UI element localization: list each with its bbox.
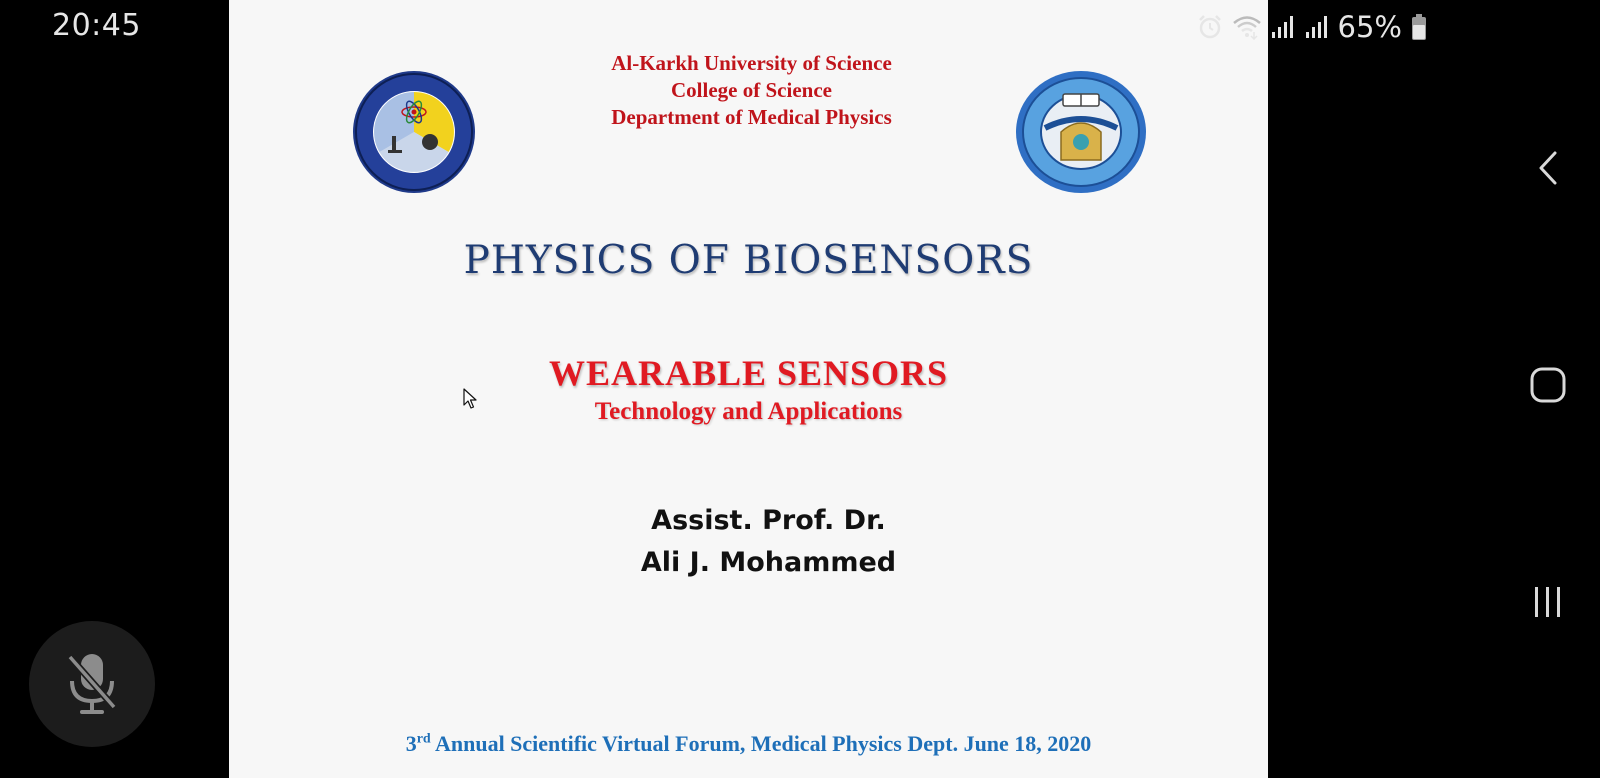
back-icon: [1536, 150, 1560, 186]
back-button[interactable]: [1528, 148, 1568, 188]
status-icons: [1196, 8, 1428, 46]
author-name: Ali J. Mohammed: [640, 547, 897, 578]
slide-footer: [229, 731, 1268, 757]
mic-mute-button[interactable]: [29, 621, 155, 747]
header-university: Al-Karkh University of Science: [611, 51, 892, 75]
signal-icon: [1270, 14, 1296, 40]
slide-title: PHYSICS OF BIOSENSORS: [463, 238, 1034, 283]
status-time: 20:45: [52, 8, 141, 43]
slide-subtitle: WEARABLE SENSORS: [548, 353, 949, 393]
home-icon: [1529, 366, 1567, 404]
battery-icon: [1410, 13, 1428, 41]
wifi-icon: [1232, 14, 1262, 40]
header-department: Department of Medical Physics: [611, 105, 892, 129]
college-of-science-logo: [352, 70, 476, 199]
presentation-slide: [229, 0, 1268, 778]
recents-icon: [1531, 585, 1565, 619]
mic-off-icon: [64, 651, 120, 717]
slide-subtitle-secondary: Technology and Applications: [594, 398, 903, 425]
slide-author: [249, 500, 1268, 584]
signal-icon: [1304, 14, 1330, 40]
mouse-pointer-icon: [463, 388, 479, 415]
university-logo: [1015, 70, 1147, 199]
footer-ordinal-suffix: rd: [416, 731, 431, 747]
footer-ordinal: 3: [405, 731, 417, 756]
home-button[interactable]: [1528, 365, 1568, 405]
footer-text: Annual Scientific Virtual Forum, Medical Physics Dept. June 18, 2020: [430, 731, 1092, 756]
recents-button[interactable]: [1528, 582, 1568, 622]
header-college: College of Science: [671, 78, 832, 102]
battery-percent: 65%: [1337, 10, 1402, 44]
author-title: Assist. Prof. Dr.: [651, 505, 886, 536]
alarm-icon: [1196, 13, 1224, 41]
